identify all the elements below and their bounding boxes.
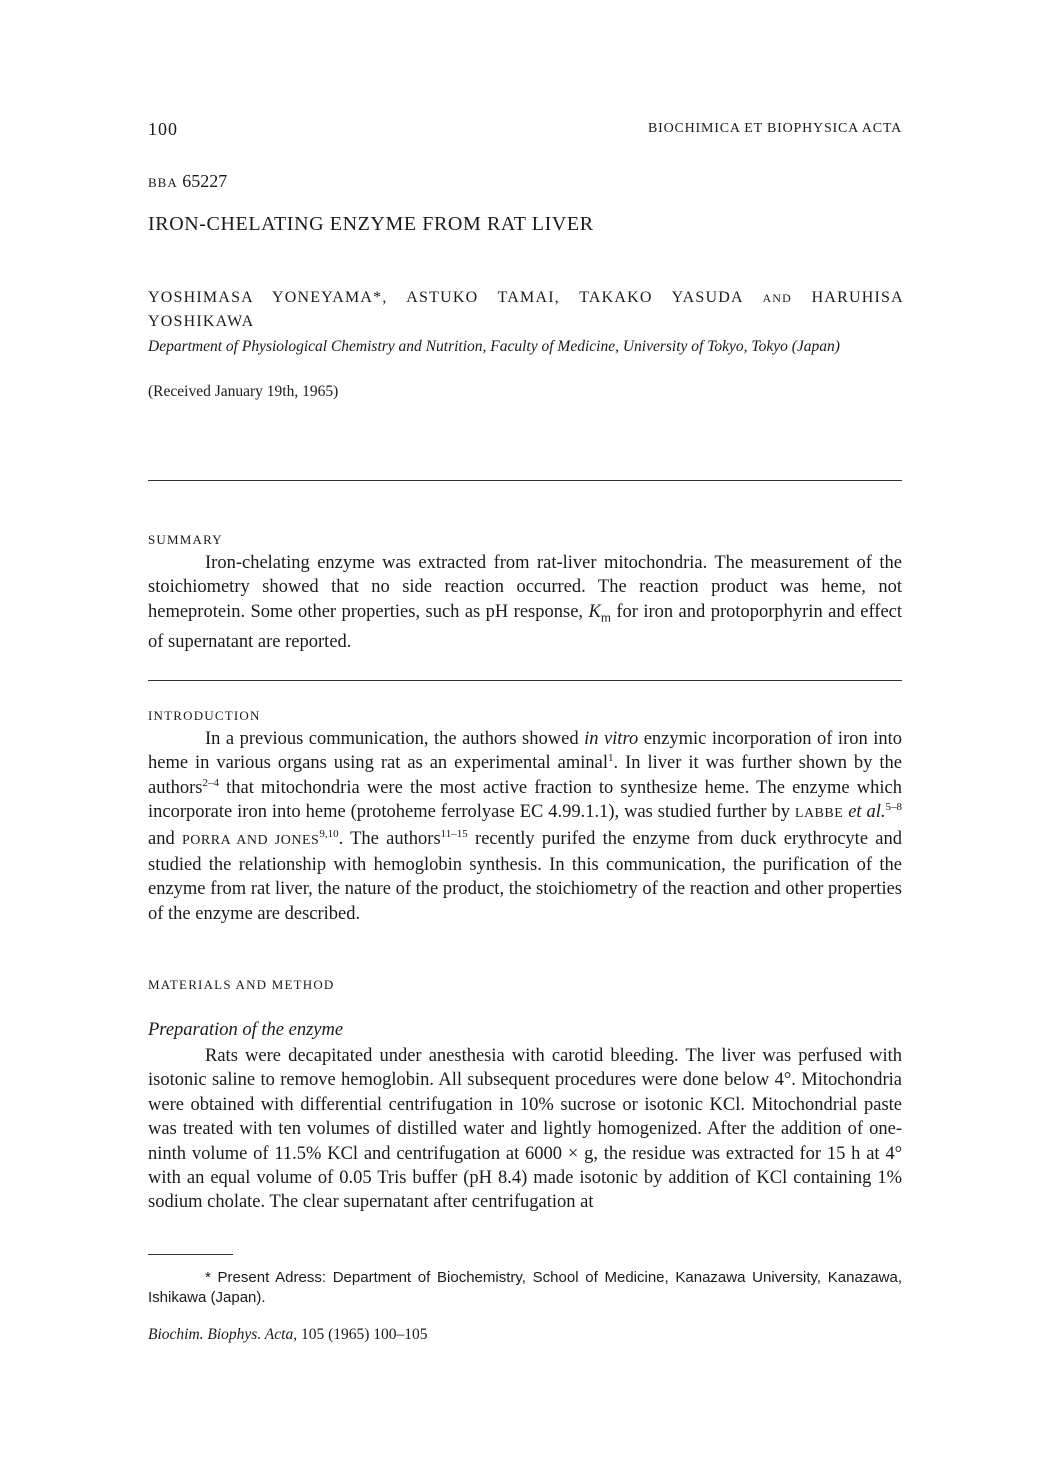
intro-in-vitro: in vitro: [584, 729, 639, 749]
summary-heading: SUMMARY: [148, 532, 223, 547]
ref-2: 2–4: [202, 776, 219, 789]
footnote-text: * Present Adress: Department of Biochemistry, School of Medicine, Kanazawa University, Kanazawa, Ishikawa (Japan).: [148, 1269, 902, 1306]
summary-text: [148, 551, 902, 654]
article-title: IRON-CHELATING ENZYME FROM RAT LIVER: [148, 213, 594, 235]
authors-line-2: YOSHIKAWA: [148, 313, 255, 330]
bba-number: 65227: [182, 171, 228, 191]
author-porra-jones: PORRA AND JONES: [182, 832, 320, 848]
ref-1: 1: [608, 752, 614, 765]
author-list: [148, 286, 903, 334]
affiliation-line-2: Tokyo (Japan): [751, 338, 840, 355]
km-symbol: K: [588, 601, 601, 622]
intro-t6: recently purifed the enzyme from duck erythrocyte and studied the relationship with hemoglobin synthesis. In this communication, the purification of the enzyme from rat liver, the nature of the product, the stoichiometry of the reaction and other properties of the enzyme are described.: [148, 828, 903, 924]
authors-part-b: HARUHISA: [811, 289, 903, 306]
ref-5: 11–15: [440, 827, 468, 840]
divider-bottom: [148, 680, 902, 681]
author-labbe: LABBE: [794, 806, 844, 822]
materials-paragraph: Rats were decapitated under anesthesia with carotid bleeding. The liver was perfused with isotonic saline to remove hemoglobin. All subsequent procedures were done below 4°. Mitochondria were obtained with differential centrifugation in 10% sucrose or isotonic KCl. Mitochondrial paste was treated with ten volumes of distilled water and lightly homogenized. After the addition of one-ninth volume of 11.5% KCl and centrifugation at 6000 × g, the residue was extracted for 15 h at 4° with an equal volume of 0.05 Tris buffer (pH 8.4) made isotonic by addition of KCl containing 1% sodium cholate. The clear supernatant after centrifugation at: [148, 1046, 902, 1213]
journal-abbrev: Biochim. Biophys. Acta,: [148, 1326, 298, 1343]
introduction-text: [148, 727, 902, 926]
intro-t5: . The authors: [338, 828, 441, 849]
authors-part-a: YOSHIMASA YONEYAMA*, ASTUKO TAMAI, TAKAKO YASUDA: [148, 289, 743, 306]
journal-citation: [148, 1326, 428, 1344]
intro-t2: enzymic incorporation of iron into heme in various organs using rat as an experimental aminal: [148, 729, 903, 774]
divider-top: [148, 480, 902, 481]
affiliation-line-1: Department of Physiological Chemistry and Nutrition, Faculty of Medicine, University of Tokyo,: [148, 338, 748, 355]
ref-3: 5–8: [885, 801, 903, 814]
km-subscript: m: [600, 609, 611, 625]
materials-text: [148, 1044, 902, 1215]
intro-t1: In a previous communication, the authors showed: [205, 729, 579, 749]
summary-text-b: for iron and protoporphyrin and effect of supernatant are reported.: [148, 601, 903, 652]
journal-header: BIOCHIMICA ET BIOPHYSICA ACTA: [647, 121, 902, 136]
materials-heading: MATERIALS AND METHOD: [148, 977, 335, 992]
authors-and: AND: [762, 291, 793, 305]
materials-subheading: Preparation of the enzyme: [148, 1020, 344, 1040]
received-date: (Received January 19th, 1965): [148, 383, 339, 400]
affiliation: [148, 335, 903, 358]
footnote: [148, 1268, 902, 1308]
et-al: et al.: [848, 802, 886, 823]
ref-4: 9,10: [319, 827, 339, 840]
bba-prefix: BBA: [148, 175, 178, 190]
page-number: 100: [148, 119, 178, 139]
bba-code: [148, 171, 227, 192]
intro-t4: that mitochondria were the most active fraction to synthesize heme. The enzyme which incorporate iron into heme (protoheme ferrolyase EC 4.99.1.1), was studied further by: [148, 777, 902, 823]
citation-details: 105 (1965) 100–105: [300, 1326, 428, 1343]
introduction-heading: INTRODUCTION: [148, 708, 261, 723]
intro-t3: . In liver it was further shown by the authors: [148, 753, 903, 798]
intro-and: and: [148, 828, 175, 849]
summary-text-a: Iron-chelating enzyme was extracted from rat-liver mitochondria. The measurement of the stoichiometry showed that no side reaction occurred. The reaction product was heme, not hemeprotein. Some other properties, such as pH response,: [148, 553, 902, 622]
footnote-rule: [148, 1254, 233, 1255]
